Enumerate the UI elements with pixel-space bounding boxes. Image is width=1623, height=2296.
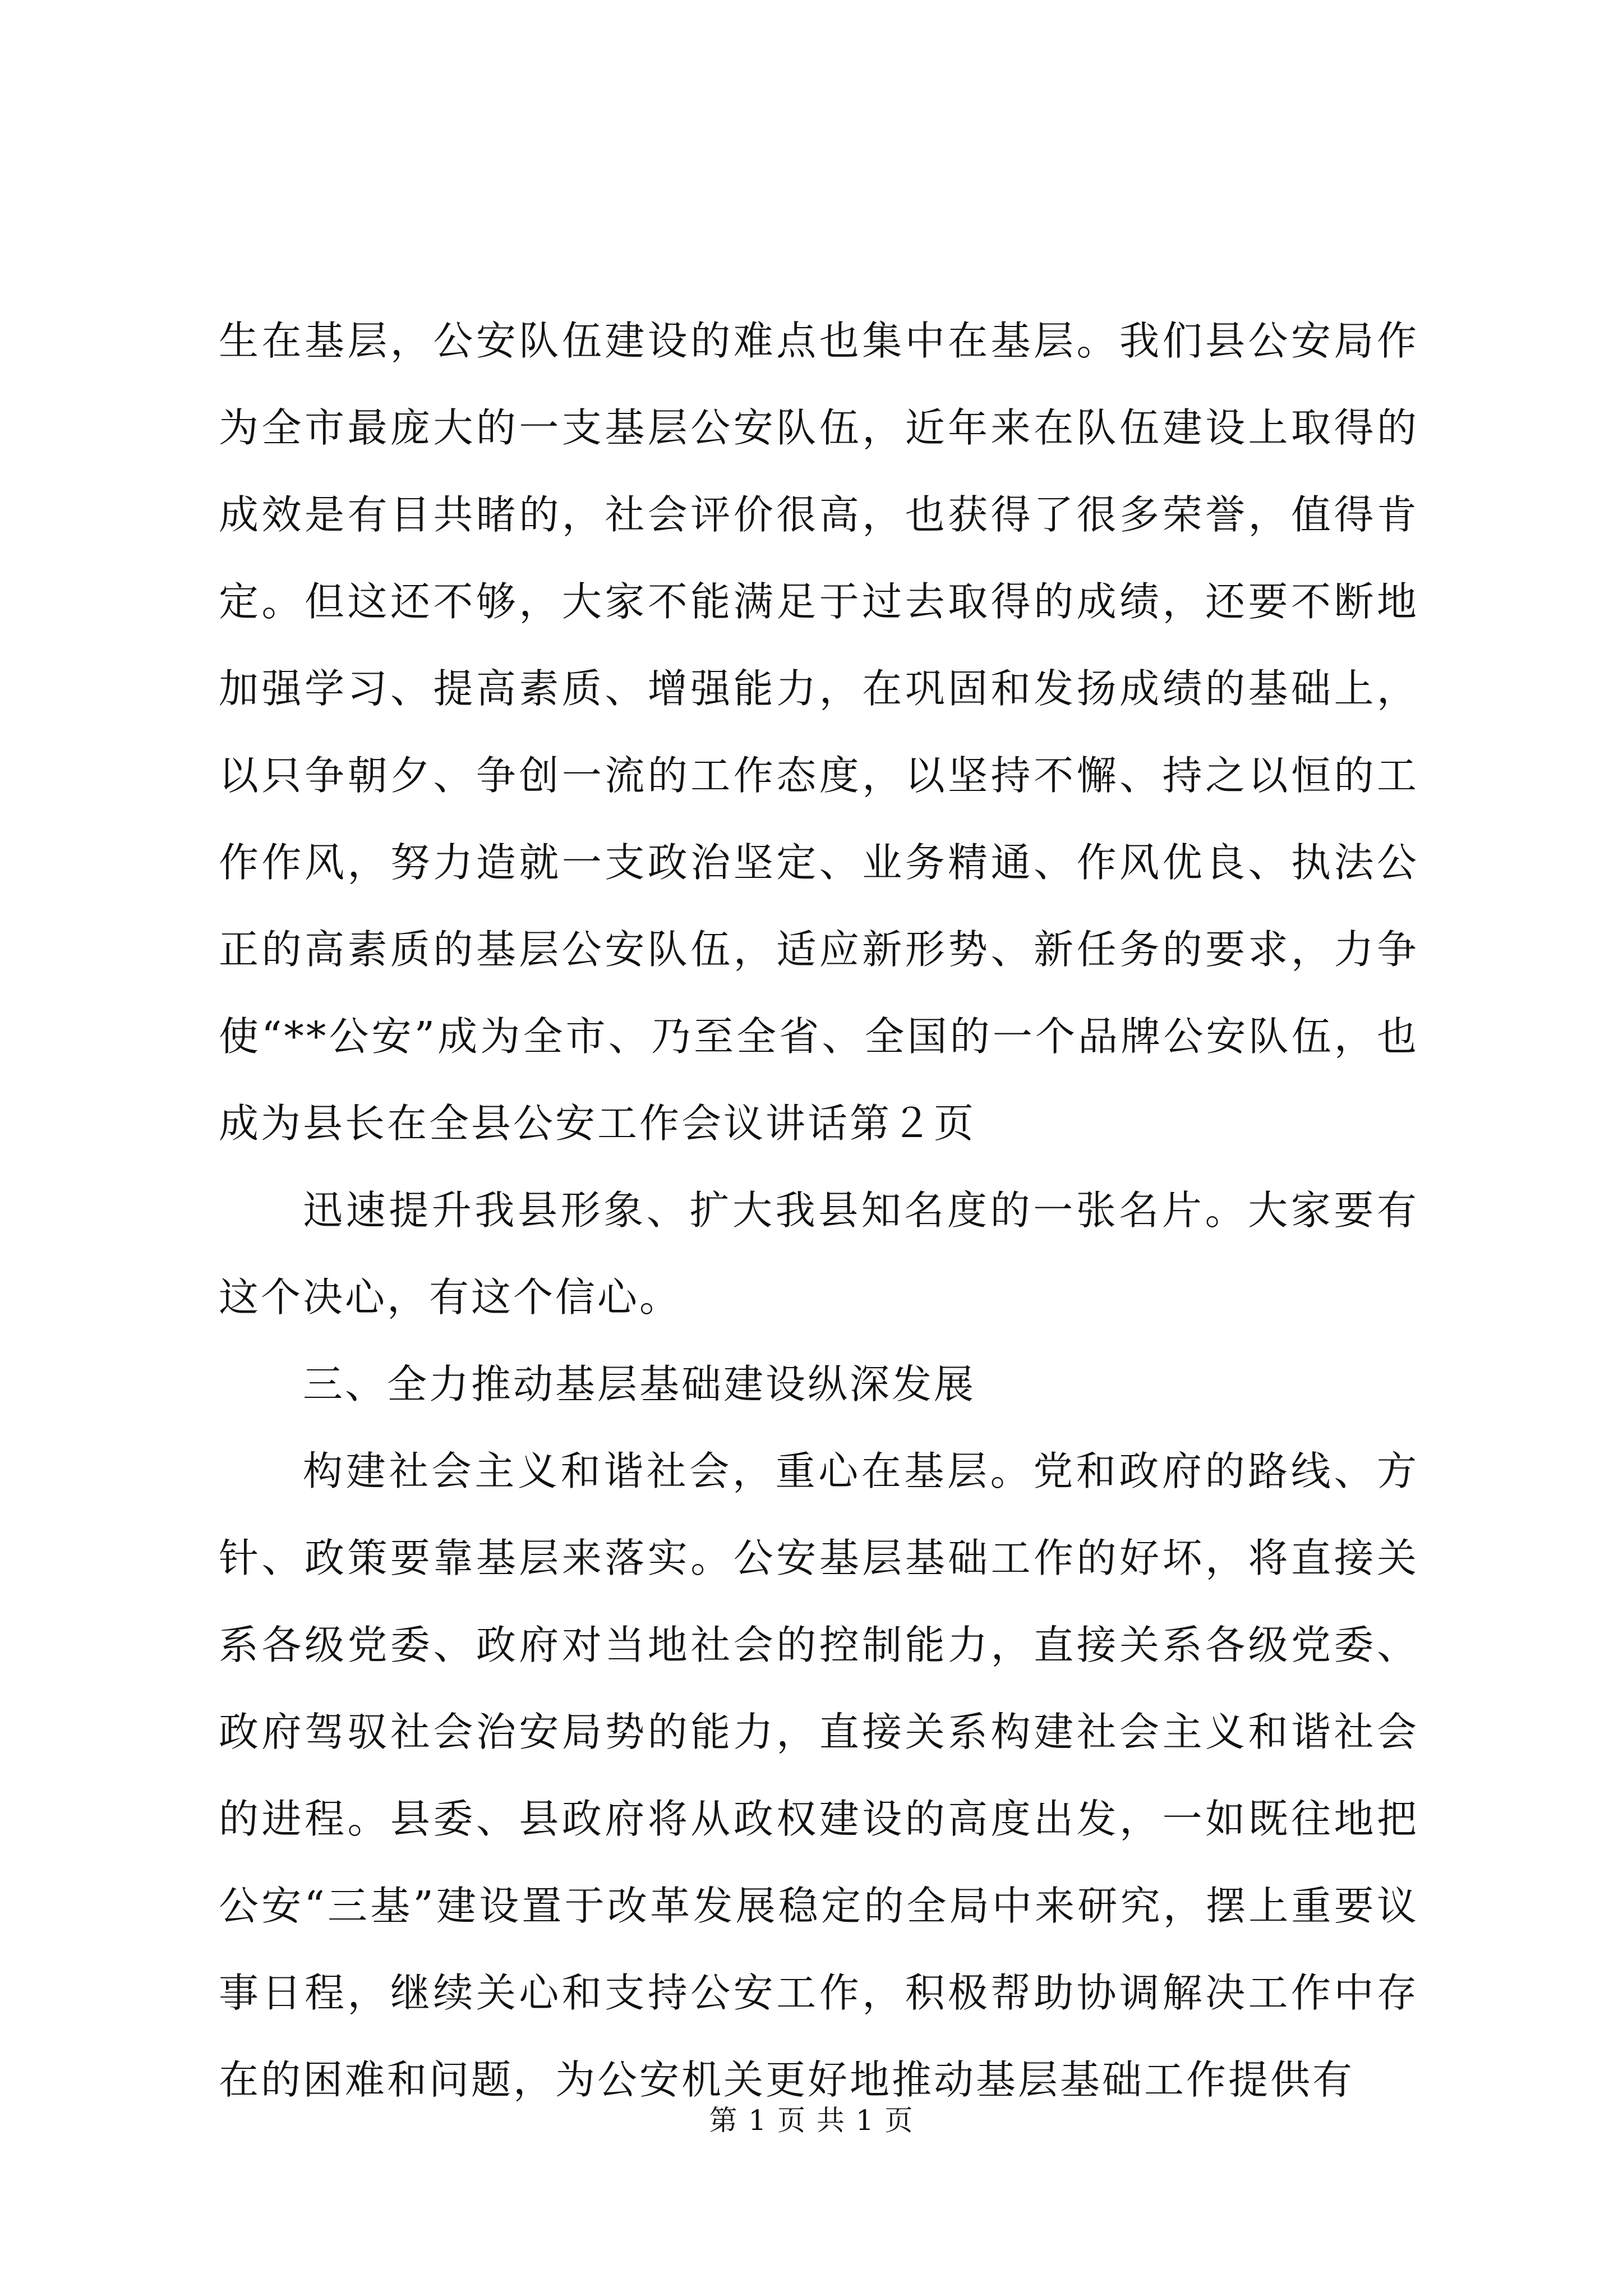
document-body	[219, 297, 1419, 2123]
paragraph-name-card: 迅速提升我县形象、扩大我县知名度的一张名片。大家要有这个决心，有这个信心。	[219, 1187, 1419, 1320]
paragraph-continued: 生在基层，公安队伍建设的难点也集中在基层。我们县公安局作为全市最庞大的一支基层公安队伍，近年来在队伍建设上取得的成效是有目共睹的，社会评价很高，也获得了很多荣誉，值得肯定。但这还不够，大家不能满足于过去取得的成绩，还要不断地加强学习、提高素质、增强能力，在巩固和发扬成绩的基础上，以只争朝夕、争创一流的工作态度，以坚持不懈、持之以恒的工作作风，努力造就一支政治坚定、业务精通、作风优良、执法公正的高素质的基层公安队伍，适应新形势、新任务的要求，力争使“**公安”成为全市、乃至全省、全国的一个品牌公安队伍，也成为县长在全县公安工作会议讲话第２页	[219, 318, 1419, 1147]
page-footer: 第 1 页 共 1 页	[709, 2104, 914, 2137]
paragraph-harmonious-society: 构建社会主义和谐社会，重心在基层。党和政府的路线、方针、政策要靠基层来落实。公安基层基础工作的好坏，将直接关系各级党委、政府对当地社会的控制能力，直接关系各级党委、政府驾驭社会治安局势的能力，直接关系构建社会主义和谐社会的进程。县委、县政府将从政权建设的高度出发，一如既往地把公安“三基”建设置于改革发展稳定的全局中来研究，摆上重要议事日程，继续关心和支持公安工作，积极帮助协调解决工作中存在的困难和问题，为公安机关更好地推动基层基础工作提供有	[219, 1448, 1419, 2103]
section-heading: 三、全力推动基层基础建设纵深发展	[303, 1361, 976, 1407]
